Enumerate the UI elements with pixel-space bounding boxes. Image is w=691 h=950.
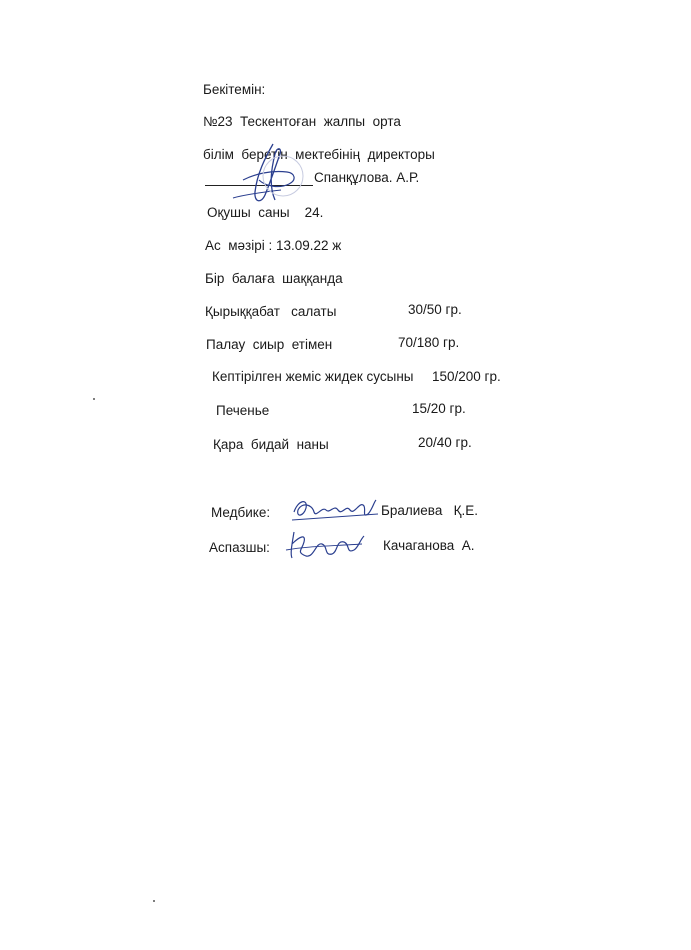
director-name: Спанқұлова. А.Р. [314, 170, 420, 185]
menu-date: Ас мәзірі : 13.09.22 ж [205, 238, 342, 253]
nurse-name: Бралиева Қ.Е. [381, 503, 478, 518]
menu-item-portion: 30/50 гр. [408, 302, 462, 317]
approval-heading: Бекітемін: [203, 82, 266, 97]
school-name-line2: білім беретін мектебінің директоры [203, 147, 435, 162]
menu-item-portion: 150/200 гр. [432, 369, 501, 384]
menu-item-portion: 15/20 гр. [412, 401, 466, 416]
scan-speck [153, 900, 155, 902]
cook-name: Качаганова А. [383, 538, 475, 553]
per-child-label: Бір балаға шаққанда [205, 271, 343, 286]
menu-item-name: Кептірілген жеміс жидек сусыны [212, 369, 414, 384]
menu-item-name: Қара бидай наны [213, 437, 329, 452]
menu-item-portion: 20/40 гр. [418, 435, 472, 450]
scan-speck [93, 398, 95, 400]
nurse-label: Медбике: [211, 505, 271, 520]
menu-item-portion: 70/180 гр. [398, 335, 460, 350]
cook-signature-icon [284, 524, 374, 564]
students-count: Оқушы саны 24. [207, 205, 324, 220]
menu-item-name: Қырыққабат салаты [205, 304, 337, 319]
cook-label: Аспазшы: [209, 540, 270, 555]
menu-item-name: Печенье [216, 403, 270, 418]
menu-item-name: Палау сиыр етімен [206, 337, 333, 352]
school-name-line1: №23 Тескентоған жалпы орта [203, 114, 401, 129]
director-signature-icon [225, 140, 320, 210]
